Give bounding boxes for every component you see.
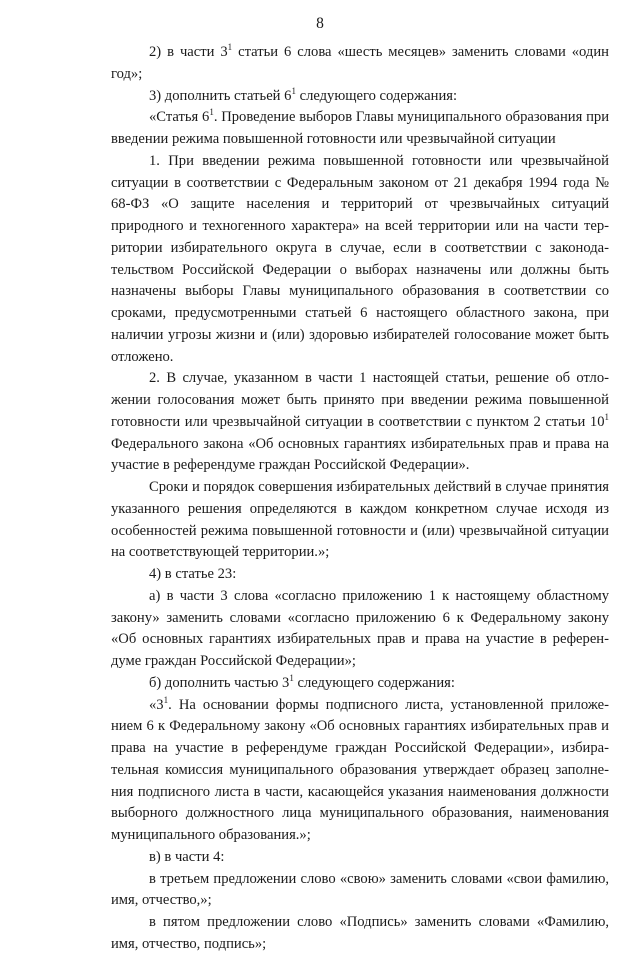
paragraph-6 bbox=[111, 477, 609, 564]
text-run: а) в части 3 слова «согласно приложению 1 к настоящему областному закону» заменить словами «согласно приложению 6 к Федеральному закону «Об основных гарантиях избирательных прав и права на участие в референдуме граждан Российской Федерации»; bbox=[111, 587, 609, 669]
text-run: в третьем предложении слово «свою» заменить словами «свои фамилию, имя, отчество,»; bbox=[111, 870, 609, 909]
paragraph-5 bbox=[111, 368, 609, 477]
paragraph-1 bbox=[111, 42, 609, 86]
paragraph-12 bbox=[111, 869, 609, 913]
paragraph-4 bbox=[111, 151, 609, 369]
text-run: . На основании формы подписного листа, установленной приложением 6 к Федеральному закону «Об основных гарантиях избирательных прав и права на участие в референдуме граждан Российской Федерации», избирательная комиссия муниципального образования утверждает образец заполнения подписного листа в части, касающейся указания наименования должности выборного должностного лица муниципального образования, наименования муниципального образования.»; bbox=[111, 696, 609, 843]
superscript: 1 bbox=[163, 694, 169, 705]
superscript: 1 bbox=[291, 85, 296, 96]
text-run: следующего содержания: bbox=[293, 674, 455, 691]
paragraph-10 bbox=[111, 695, 609, 847]
text-run: «Статья 6 bbox=[149, 109, 210, 126]
superscript: 1 bbox=[227, 42, 233, 52]
text-run: «3 bbox=[149, 696, 164, 713]
text-run: следующего содержания: bbox=[295, 87, 458, 104]
superscript: 1 bbox=[289, 672, 294, 683]
document-body bbox=[111, 42, 609, 956]
page-number: 8 bbox=[316, 15, 324, 32]
text-run: 1. При введении режима повышенной готовности или чрезвычайной ситуации в соответствии с Федеральным законом от 21 декабря 1994 года № 68-ФЗ «О защите населения и территорий от чрезвычайных ситуаций природного и техногенного характера» на всей территории или на части территории избирательного округа в случае, если в соответствии с законодательством Российской Федерации о выборах назначены или должны быть назначены выборы Главы муниципального образования в соответствии со сроками, предусмотренными статьей 6 настоящего областного закона, при наличии угрозы жизни и (или) здоровью избирателей голосование может быть отложено. bbox=[111, 152, 609, 365]
paragraph-13 bbox=[111, 912, 609, 956]
text-run: 2) в части 3 bbox=[149, 44, 228, 60]
text-run: Федерального закона «Об основных гарантиях избирательных прав и права на участие в референдуме граждан Российской Федерации». bbox=[111, 435, 609, 474]
superscript: 1 bbox=[604, 411, 609, 422]
paragraph-11 bbox=[111, 847, 609, 869]
text-run: 4) в статье 23: bbox=[149, 566, 237, 582]
text-run: 3) дополнить статьей 6 bbox=[149, 87, 292, 104]
superscript: 1 bbox=[209, 107, 214, 118]
paragraph-3 bbox=[111, 107, 609, 151]
text-run: 2. В случае, указанном в части 1 настоящей статьи, решение об отложении голосования может быть принято при введении режима повышенной готовности или чрезвычайной ситуации в соответствии с пунктом 2 статьи 10 bbox=[111, 370, 609, 430]
paragraph-8 bbox=[111, 586, 609, 673]
paragraph-7 bbox=[111, 564, 609, 586]
text-run: статьи 6 слова «шесть месяцев» заменить словами «один год»; bbox=[111, 44, 609, 82]
text-run: б) дополнить частью 3 bbox=[149, 674, 290, 691]
text-run: в пятом предложении слово «Подпись» заменить словами «Фамилию, имя, отчество, подпись»; bbox=[111, 914, 609, 952]
text-run: в) в части 4: bbox=[149, 848, 225, 865]
paragraph-9 bbox=[111, 673, 609, 695]
text-run: . Проведение выборов Главы муниципального образования при введении режима повышенной готовности или чрезвычайной ситуации bbox=[111, 109, 610, 147]
paragraph-2 bbox=[111, 86, 609, 108]
text-run: Сроки и порядок совершения избирательных действий в случае принятия указанного решения определяются в каждом конкретном случае исходя из особенностей режима повышенной готовности и (или) чрезвычайной ситуации на соответствующей территории.»; bbox=[111, 479, 609, 561]
